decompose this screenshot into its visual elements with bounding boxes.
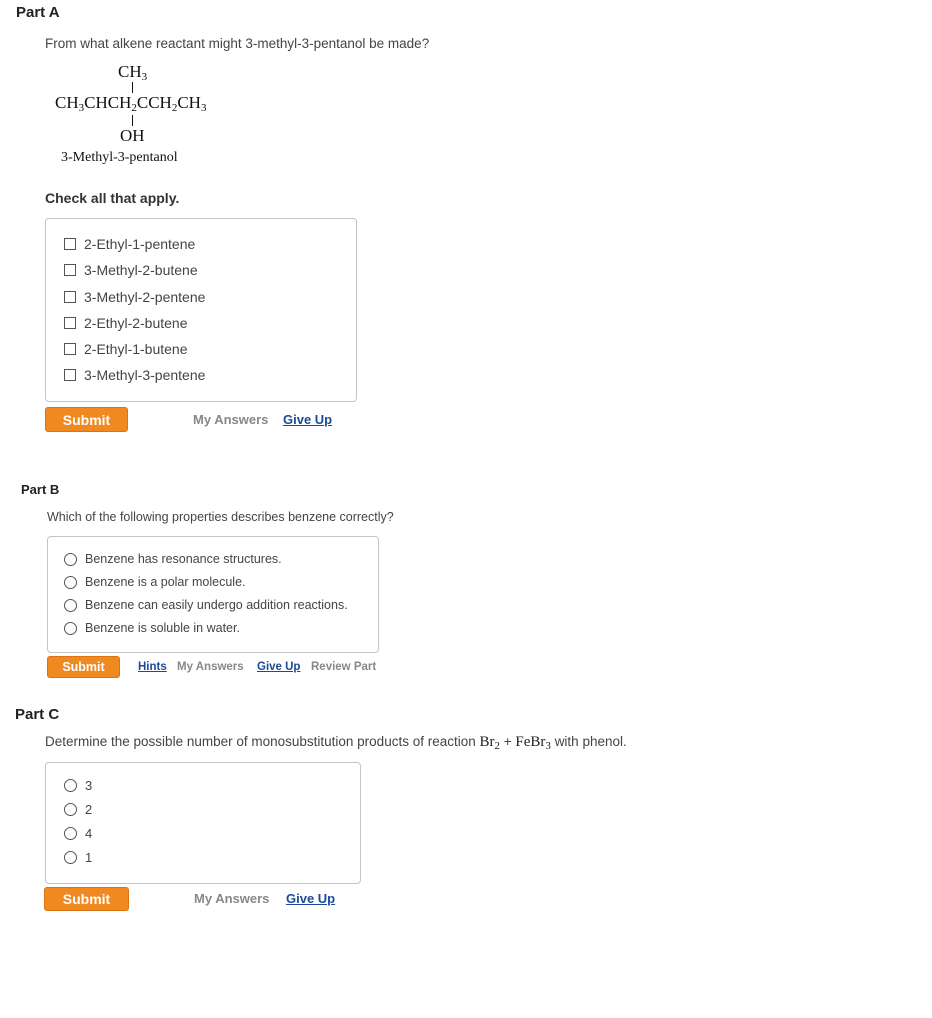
radio-button[interactable]: [64, 851, 77, 864]
part-a-option[interactable]: 3-Methyl-2-pentene: [64, 289, 205, 305]
part-c-give-up-link[interactable]: Give Up: [286, 891, 336, 906]
part-b-my-answers-link[interactable]: My Answers: [177, 661, 244, 673]
check-all-instruction: Check all that apply.: [45, 190, 180, 206]
part-b-option[interactable]: Benzene can easily undergo addition reactions.: [64, 598, 348, 612]
part-a-question: From what alkene reactant might 3-methyl-3-pentanol be made?: [45, 36, 430, 51]
radio-button[interactable]: [64, 779, 77, 792]
part-b-hints-link[interactable]: Hints: [138, 661, 167, 673]
part-c-option[interactable]: 3: [64, 778, 92, 793]
hydroxyl-group: OH: [120, 126, 145, 145]
part-b-option[interactable]: Benzene has resonance structures.: [64, 552, 282, 566]
part-a-option[interactable]: 2-Ethyl-1-pentene: [64, 236, 195, 252]
part-b-option[interactable]: Benzene is soluble in water.: [64, 621, 240, 635]
checkbox[interactable]: [64, 369, 76, 381]
part-b-title: Part B: [21, 482, 60, 497]
part-a-give-up-link[interactable]: Give Up: [283, 412, 333, 427]
part-a-answer-box: [45, 218, 357, 402]
part-a-title: Part A: [16, 4, 60, 21]
part-a-option[interactable]: 2-Ethyl-2-butene: [64, 315, 188, 331]
part-b-submit-button[interactable]: Submit: [47, 656, 120, 678]
checkbox[interactable]: [64, 264, 76, 276]
part-a-option[interactable]: 3-Methyl-3-pentene: [64, 367, 205, 383]
part-a-my-answers-link[interactable]: My Answers: [193, 412, 269, 427]
reagent-febr3: FeBr$_3$: [515, 734, 551, 752]
part-a-option[interactable]: 2-Ethyl-1-butene: [64, 341, 188, 357]
part-c-option[interactable]: 1: [64, 850, 92, 865]
radio-button[interactable]: [64, 576, 77, 589]
checkbox[interactable]: [64, 317, 76, 329]
structure-caption: 3-Methyl-3-pentanol: [61, 150, 178, 165]
checkbox[interactable]: [64, 291, 76, 303]
part-b-give-up-link[interactable]: Give Up: [257, 661, 301, 673]
radio-button[interactable]: [64, 553, 77, 566]
bond-bottom: [132, 115, 133, 126]
part-c-question: Determine the possible number of monosubstitution products of reaction $Br_2$ + FeBr$_3$ with phenol.: [45, 734, 627, 752]
part-a-option[interactable]: 3-Methyl-2-butene: [64, 262, 198, 278]
radio-button[interactable]: [64, 599, 77, 612]
checkbox[interactable]: [64, 343, 76, 355]
part-c-my-answers-link[interactable]: My Answers: [194, 891, 270, 906]
radio-button[interactable]: [64, 803, 77, 816]
part-c-option[interactable]: 4: [64, 826, 92, 841]
part-b-question: Which of the following properties describes benzene correctly?: [47, 510, 394, 524]
methyl-group: $CH_3$: [118, 62, 148, 83]
part-b-review-part-link[interactable]: Review Part: [311, 661, 377, 673]
bond-top: [132, 82, 133, 93]
part-c-title: Part C: [15, 706, 60, 723]
radio-button[interactable]: [64, 622, 77, 635]
chemical-structure: [52, 62, 212, 172]
part-c-option[interactable]: 2: [64, 802, 92, 817]
main-chain: $CH_3CHCH_2CCH_2CH_3$: [55, 93, 207, 114]
checkbox[interactable]: [64, 238, 76, 250]
part-c-answer-box: [45, 762, 361, 884]
part-a-submit-button[interactable]: Submit: [45, 407, 128, 432]
reagent-br2: $Br_2$: [479, 734, 500, 752]
part-b-option[interactable]: Benzene is a polar molecule.: [64, 575, 246, 589]
part-c-submit-button[interactable]: Submit: [44, 887, 129, 911]
radio-button[interactable]: [64, 827, 77, 840]
part-b-answer-box: [47, 536, 379, 653]
